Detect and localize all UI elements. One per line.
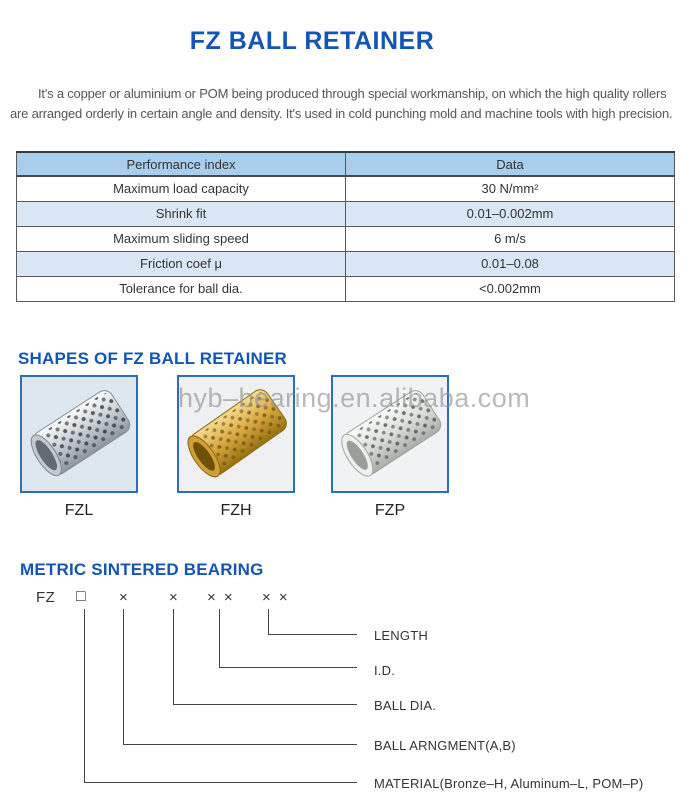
code-digit-group-2: ×: [169, 589, 178, 606]
code-material-box-symbol: □: [76, 588, 86, 605]
code-digit-group-1: ×: [119, 589, 128, 606]
callout-ball-arngment: BALL ARNGMENT(A,B): [374, 738, 516, 753]
watermark-text: hyb–bearing.en.alibaba.com: [178, 383, 531, 413]
table-row: [17, 226, 675, 251]
col-header-performance-index: Performance index: [17, 152, 346, 176]
code-prefix: FZ: [36, 589, 56, 606]
callout-length: LENGTH: [374, 628, 428, 643]
metric-section-heading: METRIC SINTERED BEARING: [20, 560, 264, 579]
code-digit-group-4: × ×: [262, 589, 290, 606]
spec-value: 30 N/mm²: [346, 176, 675, 201]
code-digit-group-3: × ×: [207, 589, 235, 606]
fzl-product-image: [20, 375, 138, 493]
spec-value: 0.01–0.08: [346, 251, 675, 276]
shapes-section-heading: SHAPES OF FZ BALL RETAINER: [18, 349, 288, 368]
callout-id: I.D.: [374, 663, 396, 678]
spec-value: 0.01–0.002mm: [346, 201, 675, 226]
performance-spec-table: [16, 151, 675, 302]
spec-label: Tolerance for ball dia.: [17, 276, 346, 301]
connector-line-length: [268, 609, 357, 635]
fzl-label: FZL: [64, 502, 94, 519]
callout-material: MATERIAL(Bronze–H, Aluminum–L, POM–P): [374, 776, 644, 791]
fzh-label: FZH: [220, 502, 252, 519]
spec-value: 6 m/s: [346, 226, 675, 251]
page-title: FZ BALL RETAINER: [189, 27, 435, 55]
table-row: [17, 251, 675, 276]
spec-label: Maximum load capacity: [17, 176, 346, 201]
col-header-data: Data: [346, 152, 675, 176]
fzl-ball-retainer-illustration: [22, 377, 136, 491]
spec-label: Maximum sliding speed: [17, 226, 346, 251]
table-row: [17, 276, 675, 301]
spec-label: Shrink fit: [17, 201, 346, 226]
product-description: It's a copper or aluminium or POM being produced through special workmanship, on which the high quality rollers are arranged orderly in certain angle and density. It's used in cold punching mold and machine tools with high precision.: [10, 86, 673, 121]
callout-ball-dia: BALL DIA.: [374, 698, 437, 713]
spec-value: <0.002mm: [346, 276, 675, 301]
spec-label: Friction coef μ: [17, 251, 346, 276]
table-row: [17, 201, 675, 226]
table-header-row: [17, 152, 675, 176]
fzp-label: FZP: [374, 502, 406, 519]
table-row: [17, 176, 675, 201]
